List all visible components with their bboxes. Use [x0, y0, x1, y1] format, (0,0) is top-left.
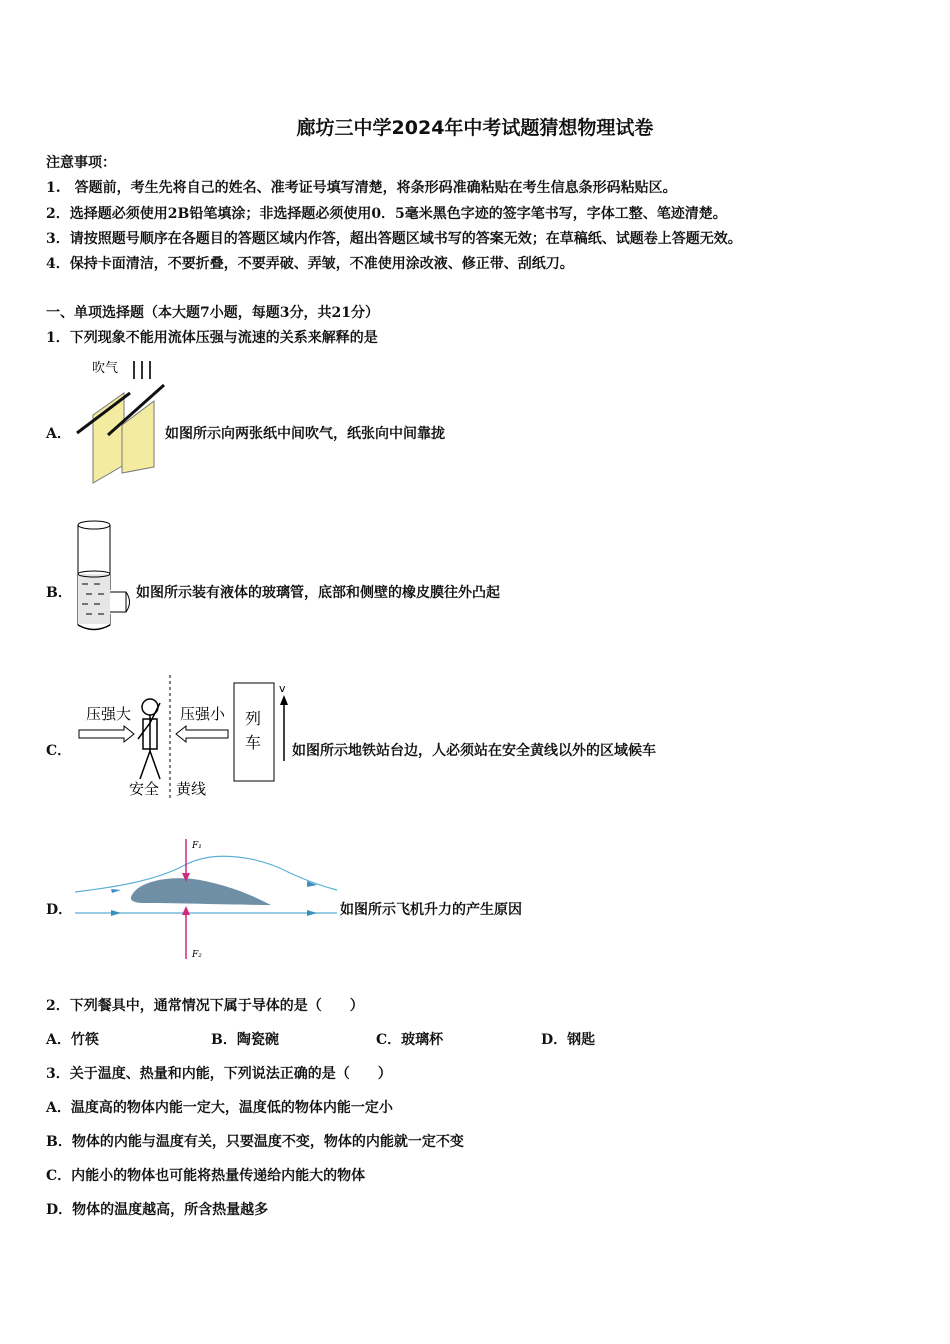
- option-label: C．: [46, 743, 72, 759]
- section-heading: 一、单项选择题（本大题7小题，每题3分，共21分）: [46, 305, 379, 321]
- paper-sheet: [122, 401, 154, 473]
- question-stem: 3．关于温度、热量和内能，下列说法正确的是（ ）: [46, 1066, 392, 1082]
- low-pressure-label: 压强小: [180, 705, 226, 723]
- airfoil-figure: [75, 835, 345, 965]
- paper-sheet: [93, 393, 124, 483]
- option-label: D．: [46, 902, 73, 918]
- choice: C．内能小的物体也可能将热量传递给内能大的物体: [46, 1168, 366, 1184]
- choice: B．陶瓷碗: [211, 1032, 279, 1048]
- question-stem: 2．下列餐具中，通常情况下属于导体的是（ ）: [46, 998, 364, 1014]
- f1-label: F₁: [192, 841, 202, 851]
- train-label: 列: [245, 709, 262, 728]
- choice: B．物体的内能与温度有关，只要温度不变，物体的内能就一定不变: [46, 1134, 464, 1150]
- option-text: 如图所示飞机升力的产生原因: [340, 902, 522, 918]
- notice-heading: 注意事项：: [46, 155, 116, 171]
- notice-item: 4．保持卡面清洁，不要折叠，不要弄破、弄皱，不准使用涂改液、修正带、刮纸刀。: [46, 256, 574, 272]
- notice-item: 2．选择题必须使用2B铅笔填涂；非选择题必须使用0．5毫米黑色字迹的签字笔书写，字体工整、笔迹清楚。: [46, 206, 727, 222]
- train-box: [234, 683, 274, 781]
- safe-label: 安全: [129, 780, 160, 798]
- choice: D．物体的温度越高，所含热量越多: [46, 1202, 269, 1218]
- glass-tube-figure: [72, 518, 137, 636]
- bottom-membrane: [78, 625, 110, 630]
- wing: [131, 878, 271, 905]
- option-label: A．: [46, 426, 71, 442]
- high-pressure-label: 压强大: [86, 705, 132, 723]
- choice: C．玻璃杯: [376, 1032, 444, 1048]
- subway-platform-figure: [76, 673, 296, 803]
- liquid: [78, 574, 110, 624]
- blow-label: 吹气: [92, 361, 119, 376]
- yellow-line-label: 黄线: [176, 780, 207, 798]
- f2-label: F₂: [192, 950, 202, 960]
- choice: D．钢匙: [541, 1032, 596, 1048]
- notice-item: 3．请按照题号顺序在各题目的答题区域内作答，超出答题区域书写的答案无效；在草稿纸、试题卷上答题无效。: [46, 231, 742, 247]
- person-figure: [138, 699, 160, 779]
- train-label: 车: [245, 733, 262, 752]
- choice: A．竹筷: [46, 1032, 99, 1048]
- option-label: B．: [46, 585, 72, 601]
- option-text: 如图所示装有液体的玻璃管，底部和侧壁的橡皮膜往外凸起: [136, 585, 500, 601]
- paper-blowing-figure: [72, 355, 172, 490]
- choice: A．温度高的物体内能一定大，温度低的物体内能一定小: [46, 1100, 393, 1116]
- side-membrane: [126, 592, 130, 612]
- arrow-right-icon: [79, 726, 134, 742]
- velocity-label: v: [279, 682, 286, 695]
- arrow-left-icon: [176, 726, 228, 742]
- option-text: 如图所示向两张纸中间吹气，纸张向中间靠拢: [165, 426, 445, 442]
- page-title: 廊坊三中学2024年中考试题猜想物理试卷: [296, 117, 654, 139]
- question-stem: 1．下列现象不能用流体压强与流速的关系来解释的是: [46, 330, 378, 346]
- arrow-up-icon: [280, 695, 288, 705]
- notice-item: 1. 答题前，考生先将自己的姓名、准考证号填写清楚，将条形码准确粘贴在考生信息条形码粘贴区。: [46, 180, 677, 196]
- option-text: 如图所示地铁站台边，人必须站在安全黄线以外的区域候车: [292, 743, 656, 759]
